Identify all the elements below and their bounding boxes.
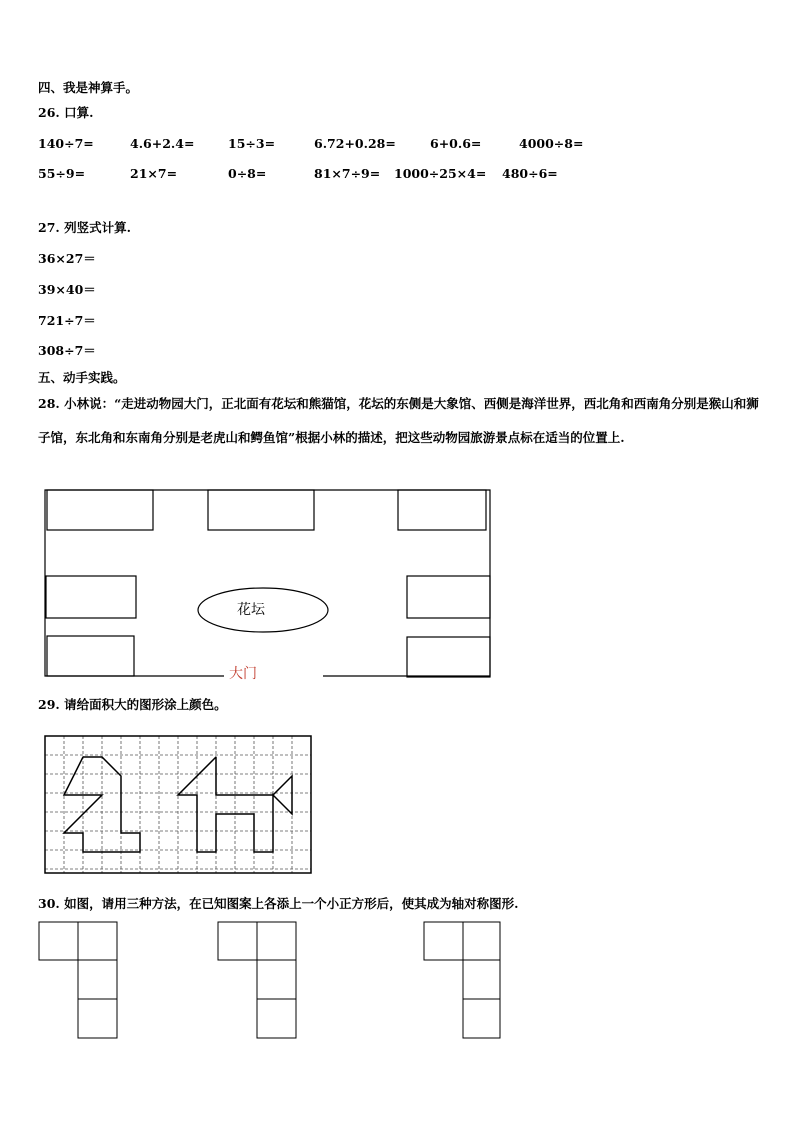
oral-calc-item: 4.6+2.4= (130, 136, 195, 151)
oral-calc-item: 15÷3= (228, 136, 276, 151)
vertical-calc-item: 308÷7＝ (38, 343, 96, 358)
section5-heading: 五、动手实践。 (38, 370, 126, 385)
q30-text: 30. 如图，请用三种方法，在已知图案上各添上一个小正方形后，使其成为轴对称图形. (38, 896, 519, 911)
q26-label: 26. 口算. (38, 105, 94, 120)
pattern-3 (424, 922, 500, 1038)
oral-calc-item: 480÷6= (502, 166, 558, 181)
oral-calc-item: 21×7= (130, 166, 178, 181)
oral-calc-item: 4000÷8= (519, 136, 584, 151)
pattern-1 (39, 922, 117, 1038)
q29-text: 29. 请给面积大的图形涂上颜色。 (38, 697, 227, 712)
section4-heading: 四、我是神算手。 (38, 80, 139, 95)
oral-calc-item: 1000÷25×4= (394, 166, 487, 181)
oral-calc-item: 6+0.6= (430, 136, 482, 151)
vertical-calc-item: 39×40＝ (38, 282, 96, 297)
flowerbed-label: 花坛 (237, 602, 265, 618)
vertical-calc-item: 721÷7＝ (38, 313, 96, 328)
vertical-calc-item: 36×27＝ (38, 251, 96, 266)
oral-calc-item: 140÷7= (38, 136, 94, 151)
oral-calc-item: 81×7÷9= (314, 166, 381, 181)
q27-label: 27. 列竖式计算. (38, 220, 131, 235)
oral-calc-item: 55÷9= (38, 166, 86, 181)
pattern-2 (218, 922, 296, 1038)
gate-label: 大门 (229, 666, 257, 682)
oral-calc-item: 0÷8= (228, 166, 267, 181)
oral-calc-item: 6.72+0.28= (314, 136, 396, 151)
q28-text: 28. 小林说：“走进动物园大门，正北面有花坛和熊猫馆，花坛的东侧是大象馆、西侧是海洋世界，西北角和西南角分别是猴山和狮子馆，东北角和东南角分别是老虎山和鳄鱼馆”根据小林的描述，把这些动物园旅游景点标在适当的位置上. (38, 396, 759, 445)
